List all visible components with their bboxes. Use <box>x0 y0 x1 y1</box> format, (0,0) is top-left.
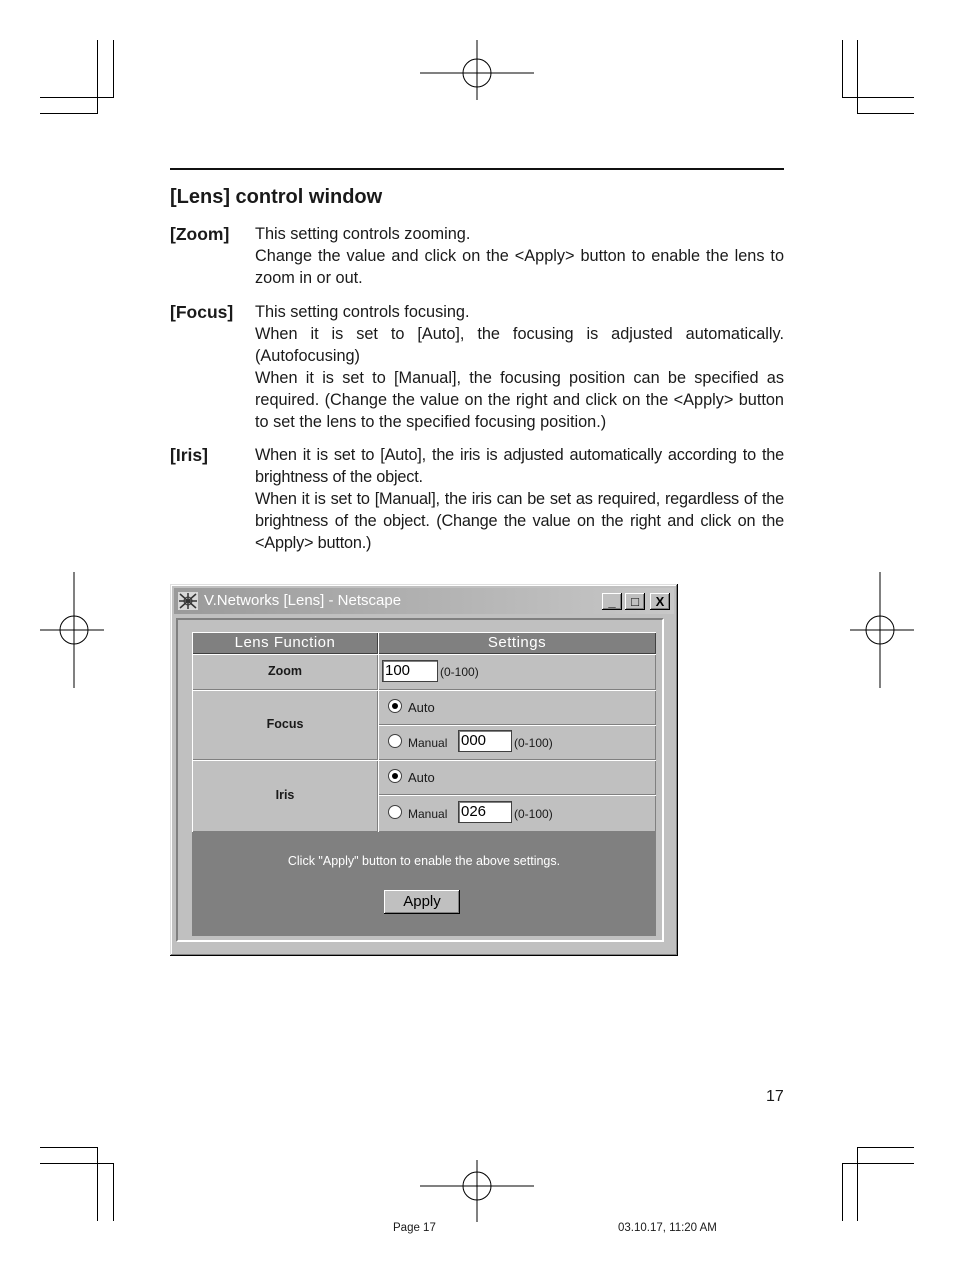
crop-mark <box>842 1163 843 1221</box>
maximize-button[interactable]: □ <box>625 593 645 610</box>
netscape-app-icon <box>178 592 198 610</box>
crop-mark <box>857 40 858 114</box>
zoom-input[interactable]: 100 <box>382 660 438 682</box>
registration-mark-icon <box>420 1160 534 1224</box>
zoom-label-cell <box>192 654 378 690</box>
apply-button[interactable]: Apply <box>384 890 460 914</box>
focus-manual-radio[interactable] <box>388 734 402 748</box>
footer-timestamp: 03.10.17, 11:20 AM <box>618 1222 717 1234</box>
page-number: 17 <box>766 1088 784 1105</box>
desc-zoom <box>255 223 784 289</box>
footer-page: Page 17 <box>393 1222 436 1234</box>
focus-label-cell <box>192 690 378 760</box>
lens-window <box>170 584 678 956</box>
paragraph: Change the value and click on the <Apply> button to enable the lens to zoom in or out. <box>255 247 784 287</box>
window-title: V.Networks [Lens] - Netscape <box>204 592 402 609</box>
paragraph: When it is set to [Manual], the iris can be set as required, regardless of the brightness of the object. (Change the value on the right and click on the <Apply> button.) <box>255 490 784 552</box>
registration-mark-icon <box>850 572 914 688</box>
term-focus: [Focus] <box>170 302 234 322</box>
desc-focus <box>255 301 784 433</box>
minimize-button[interactable]: _ <box>602 593 622 610</box>
zoom-label: Zoom <box>267 664 303 678</box>
crop-mark <box>40 1147 98 1148</box>
iris-auto-radio[interactable] <box>388 769 402 783</box>
iris-auto-cell <box>378 760 656 795</box>
iris-input[interactable]: 026 <box>458 801 512 823</box>
window-content <box>176 618 664 942</box>
title-bar[interactable] <box>174 588 674 614</box>
crop-mark <box>40 113 98 114</box>
crop-mark <box>113 1163 114 1221</box>
crop-mark <box>857 113 914 114</box>
header-settings: Settings <box>378 632 656 654</box>
iris-label: Iris <box>275 788 295 802</box>
paragraph: When it is set to [Auto], the focusing is adjusted automatically. (Autofocusing) <box>255 325 784 365</box>
paragraph: This setting controls focusing. <box>255 303 470 321</box>
focus-range: (0-100) <box>514 736 553 750</box>
crop-mark <box>857 1147 858 1221</box>
paragraph: When it is set to [Manual], the focusing position can be specified as required. (Change the value on the right and click on the <Apply> button to set the lens to the specified focusing position.) <box>255 369 784 431</box>
iris-label-cell <box>192 760 378 832</box>
crop-mark <box>842 40 843 98</box>
apply-note: Click "Apply" button to enable the above settings. <box>287 854 561 868</box>
iris-manual-radio[interactable] <box>388 805 402 819</box>
focus-auto-label: Auto <box>408 700 435 715</box>
iris-manual-label: Manual <box>408 807 448 821</box>
crop-mark <box>842 1163 914 1164</box>
focus-manual-cell <box>378 725 656 760</box>
desc-iris <box>255 444 784 554</box>
focus-label: Focus <box>266 717 304 731</box>
iris-auto-label: Auto <box>408 770 435 785</box>
crop-mark <box>97 40 98 114</box>
registration-mark-icon <box>420 40 534 110</box>
term-zoom: [Zoom] <box>170 224 230 244</box>
header-lens-function: Lens Function <box>192 632 378 654</box>
focus-input[interactable]: 000 <box>458 730 512 752</box>
top-rule <box>170 168 784 170</box>
section-heading: [Lens] control window <box>170 186 383 208</box>
crop-mark <box>113 40 114 98</box>
apply-area <box>192 832 656 936</box>
paragraph: This setting controls zooming. <box>255 225 471 243</box>
crop-mark <box>857 1147 914 1148</box>
term-iris: [Iris] <box>170 445 208 465</box>
iris-manual-cell <box>378 795 656 832</box>
crop-mark <box>40 1163 114 1164</box>
zoom-setting-cell <box>378 654 656 690</box>
crop-mark <box>97 1147 98 1221</box>
close-button[interactable]: X <box>650 593 670 610</box>
focus-auto-cell <box>378 690 656 725</box>
focus-auto-radio[interactable] <box>388 699 402 713</box>
focus-manual-label: Manual <box>408 736 448 750</box>
registration-mark-icon <box>40 572 104 688</box>
paragraph: When it is set to [Auto], the iris is adjusted automatically according to the brightness of the object. <box>255 446 784 486</box>
iris-range: (0-100) <box>514 807 553 821</box>
crop-mark <box>842 97 914 98</box>
crop-mark <box>40 97 114 98</box>
zoom-range: (0-100) <box>440 665 479 679</box>
